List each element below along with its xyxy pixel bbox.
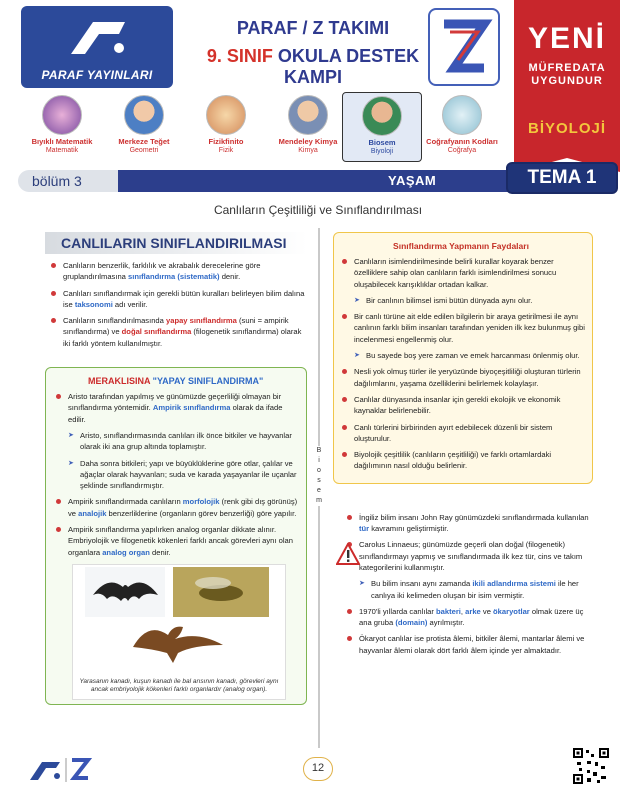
sub-list-item: ➤ Daha sonra bitkileri; yapı ve büyüklüklerine göre otlar, çalılar ve ağaçlar olarak hayvanları; suda ve karada yaşayanlar ile uçanlar şeklinde sınıflandırmıştır. [50, 458, 300, 492]
avatar [442, 95, 482, 135]
avatar [362, 96, 402, 136]
list-item: Bir canlı türüne ait elde edilen bilgilerin bir araya getirilmesi ile aynı canlının farklı bilim insanları tarafından yeniden ilk kez bulunmuş gibi incelenmesi engellenmiş olur. [336, 311, 586, 345]
list-item: Canlıları sınıflandırmak için gerekli bütün kuralları belirleyen bilim dalına ise taksonomi adı verilir. [45, 288, 307, 311]
curiosity-box-title: MERAKLISINA "YAPAY SINIFLANDIRMA" [88, 376, 264, 387]
sub-list-item: ➤ Bir canlının bilimsel ismi bütün dünyada aynı olur. [336, 295, 586, 306]
benefits-box-title: Sınıflandırma Yapmanın Faydaları [393, 241, 529, 251]
theme-badge: TEMA 1 [506, 162, 618, 194]
left-column [45, 232, 307, 705]
list-item: Ampirik sınıflandırmada canlıların morfolojik (renk gibi dış görünüş) ve analojik benzerliklerine (organların görev benzerliği) göre yapılır. [50, 496, 300, 519]
teacher-row [16, 92, 510, 162]
benefits-box [333, 232, 593, 484]
page-subtitle: Canlıların Çeşitliliği ve Sınıflandırılması [213, 203, 423, 217]
list-item: Canlıların sınıflandırılmasında yapay sınıflandırma (suni = ampirik sınıflandırma) ve doğal sınıflandırma (filogenetik sınıflandırma) olarak iki farklı yöntem kullanılmıştır. [45, 315, 307, 349]
list-item: Canlı türlerini birbirinden ayırt edebilecek düzenli bir sistem oluşturulur. [336, 422, 586, 445]
list-item: Canlıların benzerlik, farklılık ve akrabalık derecelerine göre gruplandırılmasına sınıflandırma (sistematik) denir. [45, 260, 307, 283]
page-title-line2: 9. SINIF OKULA DESTEK KAMPI [206, 46, 420, 87]
z-logo-icon [430, 10, 498, 84]
section-title: CANLILARIN SINIFLANDIRILMASI [45, 232, 307, 254]
publisher-logo [21, 6, 173, 88]
unit-label: YAŞAM [388, 173, 437, 188]
sub-list-item: ➤ Aristo, sınıflandırmasında canlıları ilk önce bitkiler ve hayvanlar olarak iki ana grup altında toplamıştır. [50, 430, 300, 453]
page-title-line1: PARAF / Z TAKIMI [236, 18, 390, 38]
animals-illustration [73, 565, 287, 665]
teacher-card-selected[interactable]: Biosem Biyoloji [342, 92, 422, 162]
paraf-logo-icon [63, 18, 133, 58]
analog-organ-figure [72, 564, 286, 700]
list-item: İngiliz bilim insanı John Ray günümüzdeki sınıflandırmada kullanılan tür kavramını geliştirmiştir. [341, 512, 593, 535]
avatar [124, 95, 164, 135]
teacher-card[interactable]: Fizikfinito Fizik [186, 92, 266, 162]
list-item: Ökaryot canlılar ise protista âlemi, bitkiler âlemi, mantarlar âlemi ve hayvanlar âlemi olarak dört farklı âlem içinde yer almaktadır. [341, 633, 593, 656]
sub-list-item: ➤ Bu sayede boş yere zaman ve emek harcanması önlenmiş olur. [336, 350, 586, 361]
teacher-card[interactable]: Merkeze Teğet Geometri [104, 92, 184, 162]
list-item: Ampirik sınıflandırma yapılırken analog organlar dikkate alınır. Embriyolojik ve filogenetik kökenleri farklı ancak görevleri aynı olan organlara analog organ denir. [50, 524, 300, 558]
list-item: 1970'li yıllarda canlılar bakteri, arke ve ökaryotlar olmak üzere üç ana gruba (domain) ayrılmıştır. [341, 606, 593, 629]
list-item: Nesli yok olmuş türler ile yeryüzünde biyoçeşitliliği oluşturan türlerin dağılımlarını, yaşama özelliklerini belirlemek kolaylaşır. [336, 366, 586, 389]
publisher-name: PARAF YAYINLARI [41, 68, 153, 82]
curriculum-ribbon [514, 0, 620, 158]
teacher-card[interactable]: Bıyıklı Matematik Matematik [22, 92, 102, 162]
notes-block [333, 512, 593, 656]
list-item: Canlıların isimlendirilmesinde belirli kurallar koyarak benzer özelliklere sahip olan canlıların farklı isimlendirilmesi sonucu oluşabilecek karışıklıklar ortadan kalkar. [336, 256, 586, 290]
teacher-card[interactable]: Coğrafyanın Kodları Coğrafya [422, 92, 502, 162]
teacher-card[interactable]: Mendeley Kimya Kimya [268, 92, 348, 162]
sub-list-item: ➤ Bu bilim insanı aynı zamanda ikili adlandırma sistemi ile her canlıya iki kelimeden oluşan bir isim vermiştir. [341, 578, 593, 601]
list-item: Biyolojik çeşitlilik (canlıların çeşitliliği) ve farklı ortamlardaki dağılımının nasıl olduğu belirlenir. [336, 449, 586, 472]
curiosity-box [45, 367, 307, 705]
side-label: B i o s e m [311, 446, 327, 506]
page-number: 12 [303, 757, 333, 781]
ribbon-subtext: MÜFREDATA UYGUNDUR [528, 62, 606, 87]
list-item: Canlılar dünyasında insanlar için gerekli ekolojik ve ekonomik kaynaklar belirlenebilir. [336, 394, 586, 417]
ribbon-subject: BİYOLOJİ [527, 120, 606, 137]
list-item: Carolus Linnaeus; günümüzde geçerli olan doğal (filogenetik) sınıflandırmayı yapmış ve sınıflandırmada ilk kez tür, cins ve takım kategorilerini kullanmıştır. [341, 539, 593, 573]
qr-code-icon[interactable] [573, 748, 609, 784]
chapter-label: bölüm 3 [32, 173, 82, 189]
avatar [206, 95, 246, 135]
z-team-logo [428, 8, 500, 86]
bird-icon [133, 627, 223, 663]
ribbon-new: YENİ [527, 22, 607, 55]
section-bar [18, 167, 618, 192]
list-item: Aristo tarafından yapılmış ve günümüzde geçerliliği olmayan bir sınıflandırma yöntemidir. Ampirik sınıflandırma olarak da ifade edilir. [50, 391, 300, 425]
right-column [333, 232, 593, 661]
footer-logo-icon [26, 754, 92, 784]
avatar [288, 95, 328, 135]
figure-caption: Yarasanın kanadı, kuşun kanadı ile bal arısının kanadı, görevleri aynı ancak embriyolojik kökenleri farklı organlardır (analog organ). [79, 677, 279, 694]
warning-icon [336, 543, 360, 565]
avatar [42, 95, 82, 135]
